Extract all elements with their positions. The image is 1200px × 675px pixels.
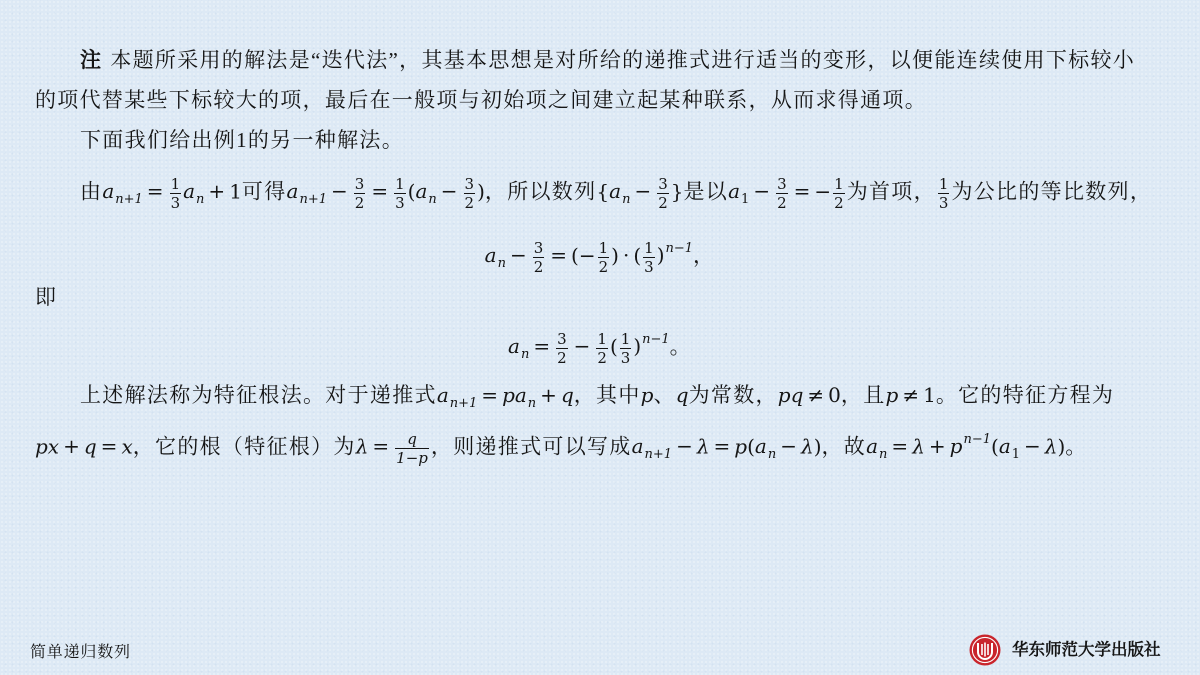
therefore-word: 即 (35, 285, 58, 309)
fraction-denominator: 2 (464, 194, 475, 211)
math-variable: a (484, 243, 497, 268)
equation-2 (35, 331, 1165, 366)
math-fraction (833, 176, 845, 211)
math-subscript: n+1 (449, 396, 478, 410)
fraction-denominator: 3 (644, 258, 654, 275)
math-subscript: 1 (1011, 447, 1021, 463)
math-script-group (508, 334, 530, 363)
fraction-denominator: 2 (557, 349, 567, 366)
fraction-numerator: 3 (354, 176, 365, 193)
math-operator: − (676, 434, 693, 459)
math-subscript: n (196, 192, 205, 208)
math-subscript: n+1 (644, 447, 673, 463)
fraction-numerator: 1 (395, 176, 405, 193)
publisher-logo-icon (969, 634, 1001, 666)
math-symbol: ) (477, 179, 485, 204)
text-run: ，所以数列 (484, 179, 597, 204)
math-fraction (657, 176, 669, 211)
math-operator: − (634, 179, 652, 204)
math-operator: + (928, 434, 946, 459)
math-variable: λ (1044, 434, 1058, 459)
math-superscript: n−1 (665, 241, 694, 257)
math-variable: a (508, 334, 520, 359)
math-operator: + (63, 434, 80, 459)
fraction-numerator: q (407, 431, 417, 448)
math-variable: p (734, 434, 748, 459)
math-script-group (950, 434, 991, 458)
text-run: ，它的根（特征根）为 (132, 434, 356, 459)
math-variable: pa (502, 383, 527, 407)
math-subscript: n (879, 447, 888, 463)
math-fraction (395, 431, 429, 466)
math-symbol: ) (813, 434, 822, 459)
math-operator: = (481, 383, 499, 407)
note-line-1 (80, 48, 1165, 72)
fraction-numerator: 3 (533, 240, 544, 257)
math-symbol: − (814, 179, 832, 204)
fraction-denominator: 1−p (396, 449, 428, 466)
alt-method-intro (80, 128, 1165, 152)
fraction-numerator: 3 (557, 331, 567, 348)
equation-1 (35, 240, 1165, 275)
text-run: 。 (1065, 434, 1088, 459)
text-run: 可得 (241, 179, 287, 204)
math-subscript: n (520, 347, 530, 363)
math-symbol: ) (611, 243, 619, 268)
math-script-group (415, 179, 437, 208)
math-script-group (631, 434, 673, 463)
math-fraction (556, 331, 568, 366)
fraction-numerator: 1 (834, 176, 844, 193)
characteristic-root-line-2 (35, 431, 1165, 466)
math-operator: − (573, 334, 591, 359)
math-variable: a (728, 179, 741, 204)
fraction-numerator: 1 (644, 240, 654, 257)
math-operator: = (146, 179, 164, 204)
math-operator: + (540, 383, 557, 407)
math-symbol: ( (571, 243, 579, 268)
math-script-group (502, 383, 537, 410)
note-line-2 (35, 88, 1165, 112)
math-variable: p (885, 383, 899, 407)
fraction-numerator: 1 (170, 176, 181, 193)
math-symbol: 1 (229, 179, 242, 204)
text-run: 为常数， (688, 383, 778, 407)
math-script-group (657, 243, 693, 267)
math-script-group (633, 334, 669, 358)
fraction-denominator: 2 (597, 349, 607, 366)
text-run: 为首项， (846, 179, 936, 204)
math-symbol: { (596, 179, 610, 204)
math-script-group (998, 434, 1021, 463)
math-variable: a (998, 434, 1011, 459)
fraction-denominator: 3 (395, 194, 405, 211)
math-variable: px (35, 434, 60, 459)
math-symbol: ( (633, 243, 642, 268)
math-subscript: n (767, 447, 777, 463)
math-operator: − (440, 179, 458, 204)
math-variable: p (640, 383, 654, 407)
math-subscript: n (527, 396, 537, 410)
math-script-group (484, 243, 506, 272)
math-operator: − (780, 434, 797, 459)
math-symbol: ) (1057, 434, 1066, 459)
text-run: ，故 (821, 434, 867, 459)
math-operator: ≠ (902, 383, 920, 407)
math-subscript: 1 (741, 192, 750, 208)
fraction-numerator: 1 (598, 240, 609, 257)
fraction-numerator: 3 (777, 176, 787, 193)
math-fraction (596, 331, 608, 366)
fraction-numerator: 1 (620, 331, 631, 348)
math-operator: · (622, 243, 630, 268)
math-variable: a (102, 179, 115, 204)
math-script-group (102, 179, 143, 208)
math-script-group (286, 179, 328, 208)
fraction-denominator: 3 (938, 194, 949, 211)
math-operator: − (331, 179, 348, 204)
text-run: 、 (653, 383, 676, 407)
math-fraction (533, 240, 545, 275)
math-script-group (183, 179, 205, 208)
publisher-name: 华东师范大学出版社 (1012, 640, 1161, 659)
course-title: 简单递归数列 (30, 642, 131, 661)
math-script-group (728, 179, 750, 208)
math-operator: = (533, 334, 551, 359)
math-operator: − (753, 179, 771, 204)
math-variable: p (949, 434, 963, 459)
math-variable: λ (801, 434, 814, 459)
math-subscript: n (428, 192, 437, 208)
math-script-group (866, 434, 888, 463)
math-variable: λ (912, 434, 925, 459)
math-variable: a (286, 179, 299, 204)
math-subscript: n+1 (115, 192, 143, 208)
text-run: 是以 (683, 179, 729, 204)
math-fraction (776, 176, 788, 211)
fraction-numerator: 3 (658, 176, 668, 193)
math-fraction (394, 176, 406, 211)
fraction-numerator: 1 (938, 176, 949, 193)
math-variable: q (83, 434, 97, 459)
text-run: ，则递推式可以写成 (430, 434, 632, 459)
math-variable: a (866, 434, 879, 459)
fraction-denominator: 3 (620, 349, 631, 366)
math-operator: = (100, 434, 118, 459)
math-operator: − (1024, 434, 1041, 459)
math-symbol: ) (633, 334, 642, 359)
math-variable: a (609, 179, 622, 204)
math-subscript: n (497, 256, 506, 272)
math-symbol: − (578, 243, 596, 268)
math-fraction (598, 240, 610, 275)
math-symbol: ( (747, 434, 755, 459)
math-variable: pq (777, 383, 804, 407)
derivation-line (80, 176, 1165, 211)
math-subscript: n+1 (299, 192, 328, 208)
math-symbol: ( (609, 334, 618, 359)
math-variable: λ (696, 434, 710, 459)
math-fraction (620, 331, 632, 366)
math-script-group (609, 179, 631, 208)
math-operator: = (372, 434, 390, 459)
math-symbol: ) (656, 243, 665, 268)
fraction-numerator: 3 (464, 176, 475, 193)
math-variable: a (183, 179, 196, 204)
math-fraction (643, 240, 655, 275)
math-operator: = (713, 434, 731, 459)
math-operator: = (891, 434, 909, 459)
math-symbol: ( (991, 434, 999, 459)
math-operator: − (509, 243, 527, 268)
text-run: 为公比的等比数列， (951, 179, 1153, 204)
math-fraction (464, 176, 476, 211)
text-run: ， (693, 243, 716, 268)
text-run: ，且 (840, 383, 886, 407)
text-run: 。 (669, 334, 692, 359)
math-variable: q (560, 383, 574, 407)
math-symbol: 1 (923, 383, 936, 407)
fraction-numerator: 1 (597, 331, 607, 348)
math-script-group (754, 434, 777, 463)
math-fraction (938, 176, 950, 211)
fraction-denominator: 2 (598, 258, 609, 275)
math-variable: λ (355, 434, 369, 459)
math-variable: a (754, 434, 767, 459)
alt-method-intro-text: 下面我们给出例1的另一种解法。 (80, 128, 404, 152)
note-label: 注 (80, 48, 103, 72)
fraction-denominator: 2 (834, 194, 844, 211)
math-variable: a (631, 434, 644, 459)
text-run: 。它的特征方程为 (935, 383, 1115, 407)
characteristic-root-line-1 (80, 383, 1165, 410)
text-run: ，其中 (573, 383, 641, 407)
fraction-denominator: 3 (170, 194, 181, 211)
math-variable: a (415, 179, 428, 204)
note-text-line-2: 的项代替某些下标较大的项，最后在一般项与初始项之间建立起某种联系，从而求得通项。 (35, 88, 927, 112)
logo-emblem (969, 634, 1001, 666)
text-run: 上述解法称为特征根法。对于递推式 (80, 383, 437, 407)
fraction-denominator: 2 (533, 258, 544, 275)
text-run: 由 (80, 179, 103, 204)
math-symbol: 0 (828, 383, 841, 407)
math-operator: ≠ (807, 383, 825, 407)
math-operator: = (371, 179, 389, 204)
math-variable: x (121, 434, 133, 459)
math-variable: q (675, 383, 689, 407)
math-variable: a (436, 383, 449, 407)
math-symbol: } (670, 179, 684, 204)
math-superscript: n−1 (963, 432, 991, 448)
math-subscript: n (622, 192, 631, 208)
math-superscript: n−1 (642, 332, 670, 348)
math-symbol: ( (407, 179, 416, 204)
therefore-line (35, 285, 1165, 309)
note-text-line-1: 本题所采用的解法是“迭代法”，其基本思想是对所给的递推式进行适当的变形，以便能连续使用下标较小 (110, 48, 1136, 72)
math-operator: + (208, 179, 226, 204)
fraction-denominator: 2 (354, 194, 365, 211)
math-script-group (436, 383, 478, 410)
math-fraction (354, 176, 366, 211)
fraction-denominator: 2 (777, 194, 787, 211)
math-operator: = (550, 243, 568, 268)
math-fraction (170, 176, 182, 211)
math-operator: = (793, 179, 811, 204)
fraction-denominator: 2 (658, 194, 668, 211)
